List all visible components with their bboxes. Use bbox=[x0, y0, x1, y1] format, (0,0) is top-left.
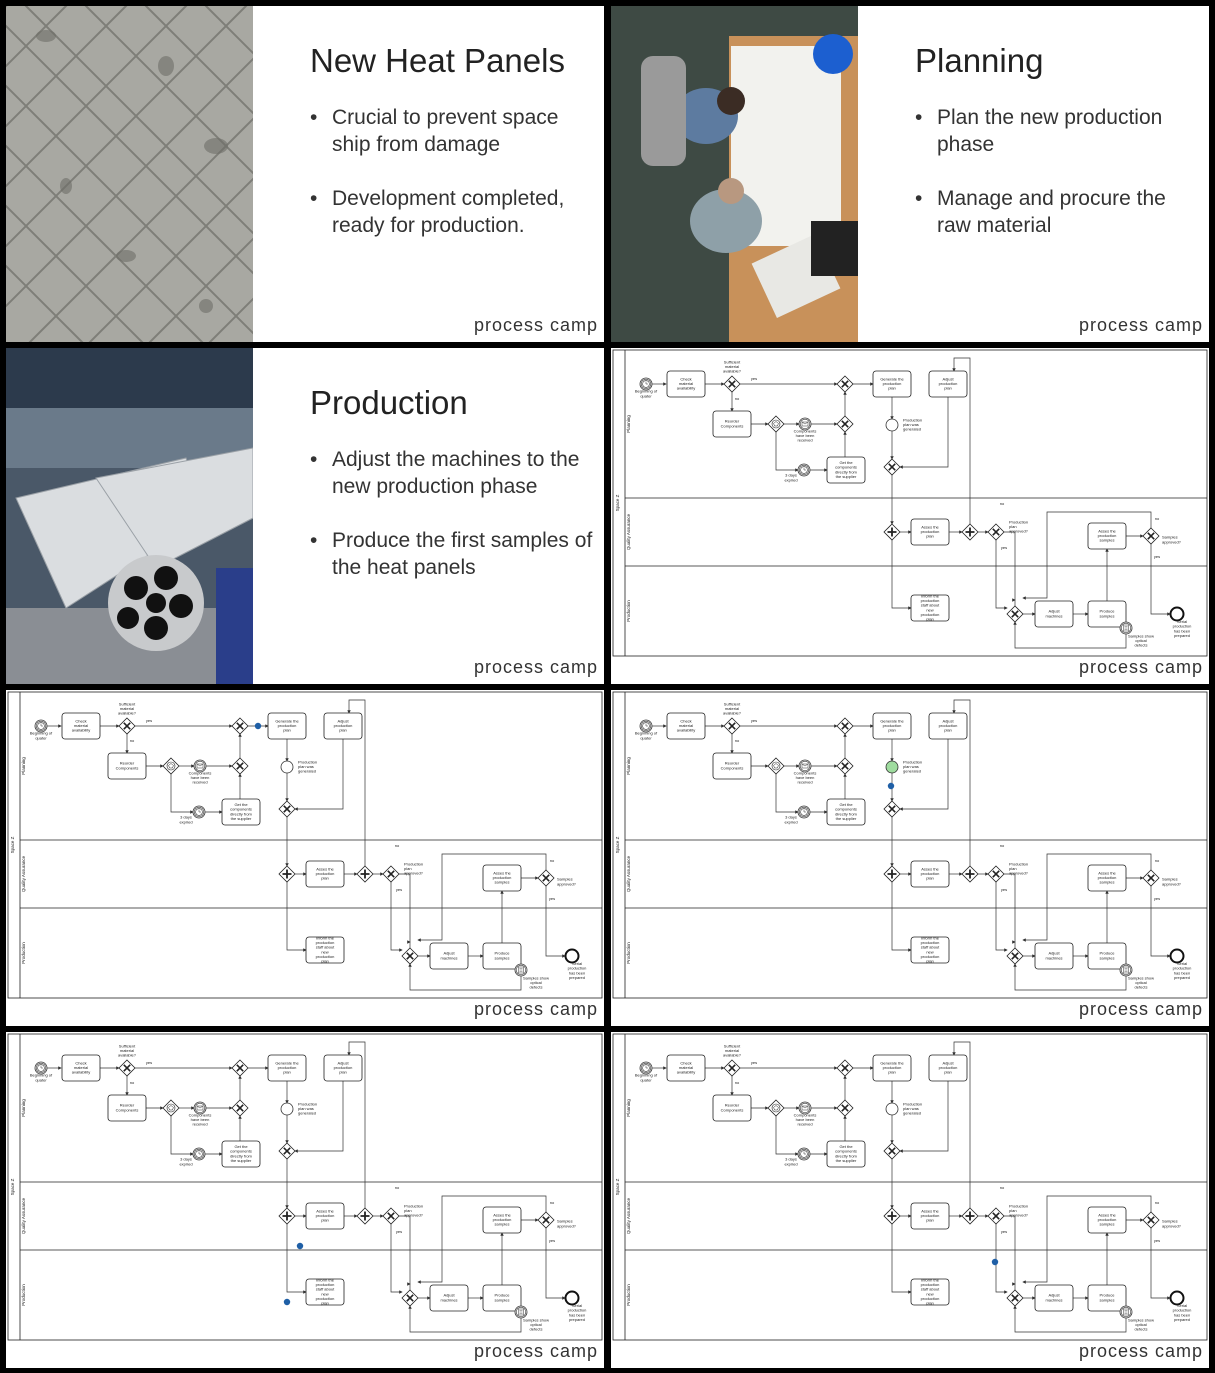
task-label: Asses the production samples bbox=[1097, 528, 1117, 543]
gateway-label: Sufficient material available? bbox=[722, 1043, 742, 1058]
task-label: Get the components directly from the supplier bbox=[230, 1144, 252, 1163]
lane-label: Planning bbox=[626, 415, 631, 433]
plain-event-icon bbox=[886, 761, 898, 773]
plain-event-icon bbox=[886, 419, 898, 431]
bullet-item: • Crucial to prevent space ship from damage bbox=[310, 104, 594, 158]
event-label: Production plan was generated bbox=[903, 1101, 923, 1116]
event-label: 3 days expired bbox=[784, 1156, 798, 1167]
bullet-item: • Plan the new production phase bbox=[915, 104, 1199, 158]
flow-label: no bbox=[734, 1080, 740, 1085]
event-label: Samples show optical defects bbox=[1127, 1317, 1155, 1332]
task-label: Produce samples bbox=[494, 1292, 510, 1303]
event-label: Components have been received bbox=[188, 770, 212, 785]
brand-logo-text: process camp bbox=[1078, 1341, 1203, 1361]
brand-logo-text: process camp bbox=[473, 315, 598, 335]
bullet-item: • Adjust the machines to the new production phase bbox=[310, 446, 594, 500]
flow-label: no bbox=[999, 843, 1005, 848]
bpmn-diagram bbox=[6, 1032, 604, 1344]
task-label: Generate the production plan bbox=[275, 718, 299, 733]
task-label: Asses the production plan bbox=[920, 866, 940, 881]
brand-logo-text: process camp bbox=[473, 999, 598, 1019]
brand-logo-text: process camp bbox=[1078, 315, 1203, 335]
task-label: Check material availability bbox=[676, 1060, 696, 1075]
pool-label: Space Z bbox=[615, 1178, 620, 1196]
flow-label: no bbox=[1154, 516, 1160, 521]
pool-label: Space Z bbox=[10, 836, 15, 854]
task-label: Reorder Components bbox=[115, 1102, 139, 1113]
bpmn-diagram bbox=[6, 690, 604, 1002]
bpmn-diagram bbox=[611, 348, 1209, 660]
pool-label: Space Z bbox=[615, 494, 620, 512]
event-label: Samples show optical defects bbox=[1127, 975, 1155, 990]
gateway-label: Sufficient material available? bbox=[117, 701, 137, 716]
plain-event-icon bbox=[281, 1103, 293, 1115]
task-label: Adjust production plan bbox=[333, 1060, 353, 1075]
slide-new-heat-panels bbox=[6, 6, 604, 342]
process-token bbox=[992, 1259, 998, 1265]
task-label: Generate the production plan bbox=[880, 1060, 904, 1075]
event-label: Components have been received bbox=[188, 1112, 212, 1127]
task-label: Asses the production plan bbox=[920, 524, 940, 539]
lane-label: Quality Assurance bbox=[626, 513, 631, 551]
task-label: Adjust production plan bbox=[938, 1060, 958, 1075]
flow-label: yes bbox=[548, 896, 556, 901]
gateway-label: Sufficient material available? bbox=[722, 701, 742, 716]
planning-meeting-photo bbox=[611, 6, 858, 342]
process-token bbox=[255, 723, 261, 729]
flow-label: yes bbox=[145, 718, 153, 723]
event-label: Serial production has been prepared bbox=[567, 1303, 587, 1322]
task-label: Adjust machines bbox=[440, 950, 458, 961]
gateway-label: Samples approved? bbox=[557, 876, 576, 887]
gateway-label: Production plan approved? bbox=[404, 1203, 424, 1218]
gateway-label: Production plan approved? bbox=[1009, 861, 1029, 876]
task-label: Generate the production plan bbox=[880, 376, 904, 391]
gateway-label: Production plan approved? bbox=[404, 861, 424, 876]
task-label: Asses the production plan bbox=[315, 866, 335, 881]
task-label: Produce samples bbox=[1099, 1292, 1115, 1303]
flow-label: yes bbox=[145, 1060, 153, 1065]
task-label: Asses the production plan bbox=[315, 1208, 335, 1223]
slide-bpmn-diagram bbox=[6, 690, 604, 1026]
flow-label: no bbox=[999, 501, 1005, 506]
event-label: Components have been received bbox=[793, 770, 817, 785]
event-label: Samples show optical defects bbox=[522, 975, 550, 990]
flow-label: no bbox=[734, 396, 740, 401]
slide-bullets bbox=[310, 446, 594, 608]
event-label: 3 days expired bbox=[179, 1156, 193, 1167]
bullet-item: • Development completed, ready for production. bbox=[310, 185, 594, 239]
task-label: Reorder Components bbox=[720, 760, 744, 771]
task-label: Asses the production samples bbox=[1097, 870, 1117, 885]
event-label: Beginning of quater bbox=[634, 1072, 658, 1083]
flow-label: no bbox=[129, 1080, 135, 1085]
task-label: Asses the production samples bbox=[492, 870, 512, 885]
flow-label: yes bbox=[1153, 896, 1161, 901]
lane-label: Production bbox=[626, 1284, 631, 1306]
task-label: Get the components directly from the supplier bbox=[835, 802, 857, 821]
flow-label: yes bbox=[750, 1060, 758, 1065]
gateway-label: Sufficient material available? bbox=[117, 1043, 137, 1058]
bpmn-diagram bbox=[611, 690, 1209, 1002]
flow-label: yes bbox=[1000, 545, 1008, 550]
gateway-label: Samples approved? bbox=[557, 1218, 576, 1229]
lane-label: Production bbox=[21, 942, 26, 964]
flow-label: no bbox=[394, 843, 400, 848]
bullet-item: • Manage and procure the raw material bbox=[915, 185, 1199, 239]
bullet-item: • Produce the first samples of the heat panels bbox=[310, 527, 594, 581]
event-label: Components have been received bbox=[793, 428, 817, 443]
task-label: Check material availability bbox=[676, 376, 696, 391]
task-label: Adjust production plan bbox=[938, 376, 958, 391]
rocket-factory-photo bbox=[6, 348, 253, 684]
flow-label: yes bbox=[1153, 554, 1161, 559]
task-label: Adjust machines bbox=[1045, 950, 1063, 961]
plain-event-icon bbox=[281, 761, 293, 773]
gateway-label: Production plan approved? bbox=[1009, 1203, 1029, 1218]
task-label: Adjust machines bbox=[440, 1292, 458, 1303]
brand-logo-text: process camp bbox=[1078, 999, 1203, 1019]
event-label: Serial production has been prepared bbox=[1172, 961, 1192, 980]
gateway-label: Production plan approved? bbox=[1009, 519, 1029, 534]
task-label: Generate the production plan bbox=[880, 718, 904, 733]
gateway-label: Samples approved? bbox=[1162, 876, 1181, 887]
event-label: Samples show optical defects bbox=[1127, 633, 1155, 648]
task-label: Inform the production staff about new production plan bbox=[920, 593, 940, 622]
event-label: Beginning of quater bbox=[634, 730, 658, 741]
task-label: Check material availability bbox=[71, 1060, 91, 1075]
task-label: Get the components directly from the supplier bbox=[835, 460, 857, 479]
event-label: Serial production has been prepared bbox=[1172, 1303, 1192, 1322]
event-label: Beginning of quater bbox=[634, 388, 658, 399]
task-label: Inform the production staff about new production plan bbox=[315, 1277, 335, 1306]
lane-label: Quality Assurance bbox=[626, 855, 631, 893]
task-label: Inform the production staff about new production plan bbox=[920, 1277, 940, 1306]
event-label: Serial production has been prepared bbox=[567, 961, 587, 980]
slide-bpmn-diagram bbox=[6, 1032, 604, 1368]
task-label: Inform the production staff about new production plan bbox=[315, 935, 335, 964]
gateway-label: Sufficient material available? bbox=[722, 359, 742, 374]
process-token bbox=[888, 783, 894, 789]
slide-bullets bbox=[915, 104, 1199, 266]
flow-label: no bbox=[394, 1185, 400, 1190]
task-label: Asses the production samples bbox=[492, 1212, 512, 1227]
lane-label: Planning bbox=[21, 1099, 26, 1117]
task-label: Adjust production plan bbox=[333, 718, 353, 733]
event-label: Beginning of quater bbox=[29, 1072, 53, 1083]
flow-label: no bbox=[999, 1185, 1005, 1190]
task-label: Produce samples bbox=[1099, 950, 1115, 961]
task-label: Check material availability bbox=[676, 718, 696, 733]
task-label: Adjust production plan bbox=[938, 718, 958, 733]
event-label: 3 days expired bbox=[179, 814, 193, 825]
flow-label: yes bbox=[750, 718, 758, 723]
event-label: 3 days expired bbox=[784, 472, 798, 483]
process-token bbox=[284, 1299, 290, 1305]
event-label: Beginning of quater bbox=[29, 730, 53, 741]
pool-label: Space Z bbox=[10, 1178, 15, 1196]
heat-tiles-photo bbox=[6, 6, 253, 342]
slide-bullets bbox=[310, 104, 594, 266]
flow-label: yes bbox=[1000, 1229, 1008, 1234]
task-label: Reorder Components bbox=[720, 418, 744, 429]
plain-event-icon bbox=[886, 1103, 898, 1115]
flow-label: no bbox=[549, 858, 555, 863]
brand-logo-text: process camp bbox=[473, 657, 598, 677]
flow-label: no bbox=[549, 1200, 555, 1205]
task-label: Get the components directly from the supplier bbox=[835, 1144, 857, 1163]
task-label: Adjust machines bbox=[1045, 608, 1063, 619]
task-label: Reorder Components bbox=[720, 1102, 744, 1113]
lane-label: Planning bbox=[21, 757, 26, 775]
gateway-label: Samples approved? bbox=[1162, 534, 1181, 545]
flow-label: no bbox=[1154, 1200, 1160, 1205]
event-label: Serial production has been prepared bbox=[1172, 619, 1192, 638]
slide-production bbox=[6, 348, 604, 684]
task-label: Produce samples bbox=[1099, 608, 1115, 619]
event-label: Production plan was generated bbox=[903, 759, 923, 774]
event-label: Production plan was generated bbox=[903, 417, 923, 432]
slide-bpmn-diagram bbox=[611, 348, 1209, 684]
flow-label: yes bbox=[750, 376, 758, 381]
task-label: Inform the production staff about new production plan bbox=[920, 935, 940, 964]
bpmn-diagram bbox=[611, 1032, 1209, 1344]
lane-label: Planning bbox=[626, 757, 631, 775]
flow-label: yes bbox=[1153, 1238, 1161, 1243]
gateway-label: Samples approved? bbox=[1162, 1218, 1181, 1229]
flow-label: no bbox=[1154, 858, 1160, 863]
slide-planning bbox=[611, 6, 1209, 342]
task-label: Asses the production plan bbox=[920, 1208, 940, 1223]
slide-title: Planning bbox=[915, 42, 1044, 79]
slide-title: New Heat Panels bbox=[310, 42, 565, 79]
flow-label: no bbox=[129, 738, 135, 743]
flow-label: yes bbox=[395, 887, 403, 892]
lane-label: Quality Assurance bbox=[626, 1197, 631, 1235]
flow-label: yes bbox=[1000, 887, 1008, 892]
lane-label: Production bbox=[626, 600, 631, 622]
task-label: Adjust machines bbox=[1045, 1292, 1063, 1303]
task-label: Generate the production plan bbox=[275, 1060, 299, 1075]
event-label: Samples show optical defects bbox=[522, 1317, 550, 1332]
flow-label: yes bbox=[548, 1238, 556, 1243]
event-label: Components have been received bbox=[793, 1112, 817, 1127]
task-label: Asses the production samples bbox=[1097, 1212, 1117, 1227]
pool-label: Space Z bbox=[615, 836, 620, 854]
event-label: Production plan was generated bbox=[298, 759, 318, 774]
process-token bbox=[297, 1243, 303, 1249]
slide-bpmn-diagram bbox=[611, 690, 1209, 1026]
flow-label: yes bbox=[395, 1229, 403, 1234]
lane-label: Quality Assurance bbox=[21, 1197, 26, 1235]
slide-title: Production bbox=[310, 384, 468, 421]
task-label: Check material availability bbox=[71, 718, 91, 733]
brand-logo-text: process camp bbox=[1078, 657, 1203, 677]
event-label: 3 days expired bbox=[784, 814, 798, 825]
lane-label: Planning bbox=[626, 1099, 631, 1117]
slide-bpmn-diagram bbox=[611, 1032, 1209, 1368]
lane-label: Production bbox=[21, 1284, 26, 1306]
brand-logo-text: process camp bbox=[473, 1341, 598, 1361]
lane-label: Production bbox=[626, 942, 631, 964]
task-label: Produce samples bbox=[494, 950, 510, 961]
task-label: Reorder Components bbox=[115, 760, 139, 771]
lane-label: Quality Assurance bbox=[21, 855, 26, 893]
task-label: Get the components directly from the supplier bbox=[230, 802, 252, 821]
event-label: Production plan was generated bbox=[298, 1101, 318, 1116]
flow-label: no bbox=[734, 738, 740, 743]
